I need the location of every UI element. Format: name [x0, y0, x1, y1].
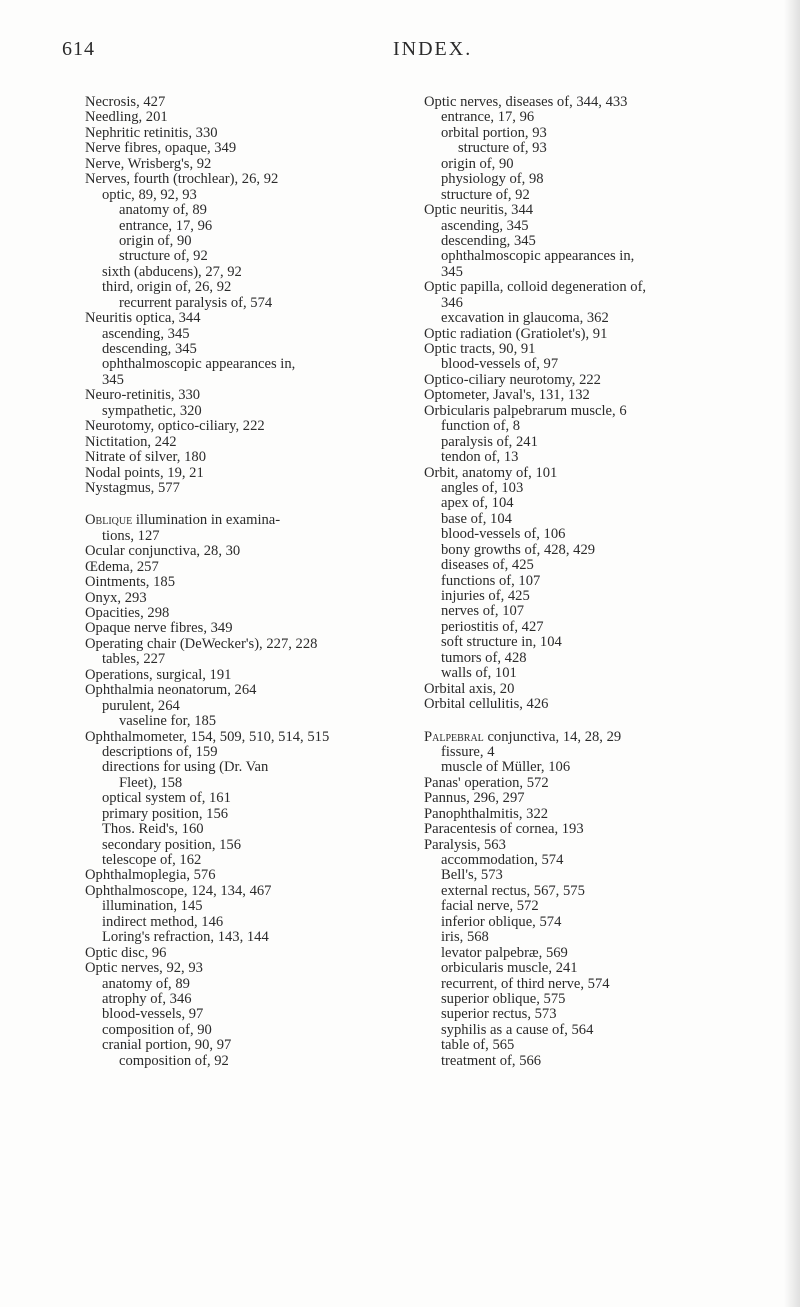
index-entry: Operating chair (DeWecker's), 227, 228: [85, 635, 318, 652]
index-column-left: [85, 95, 415, 1069]
index-subentry: structure of, 92: [441, 186, 530, 203]
index-subentry: external rectus, 567, 575: [441, 882, 585, 899]
index-entry: [85, 513, 415, 528]
index-subentry: structure of, 93: [458, 140, 547, 157]
index-subentry: paralysis of, 241: [441, 433, 538, 450]
index-entry: Necrosis, 427: [85, 94, 166, 110]
index-entry: Ocular conjunctiva, 28, 30: [85, 543, 241, 560]
index-subentry: soft structure in, 104: [441, 634, 562, 651]
index-subentry: illumination, 145: [102, 898, 203, 915]
index-subentry: tables, 227: [102, 651, 166, 668]
index-entry: Panophthalmitis, 322: [424, 805, 549, 822]
index-entry: Optic disc, 96: [85, 944, 167, 961]
index-entry: Nystagmus, 577: [85, 479, 180, 496]
index-subentry: tions, 127: [102, 527, 160, 544]
index-entry: Ophthalmoplegia, 576: [85, 867, 216, 884]
index-entry: Onyx, 293: [85, 589, 147, 606]
index-subentry: anatomy of, 89: [102, 975, 190, 992]
index-subentry: cranial portion, 90, 97: [102, 1037, 232, 1054]
index-subentry: syphilis as a cause of, 564: [441, 1021, 594, 1038]
index-subentry: entrance, 17, 96: [119, 217, 213, 234]
index-entry: Orbital axis, 20: [424, 680, 515, 697]
index-subentry: composition of, 90: [102, 1021, 212, 1038]
index-entry: Optico-ciliary neurotomy, 222: [424, 371, 601, 388]
index-subentry: orbital portion, 93: [441, 124, 547, 141]
index-subentry: Loring's refraction, 143, 144: [102, 929, 269, 946]
index-entry: Orbicularis palpebrarum muscle, 6: [424, 402, 627, 419]
index-subentry: blood-vessels, 97: [102, 1006, 204, 1023]
index-subentry: sixth (abducens), 27, 92: [102, 263, 242, 280]
index-entry: Paracentesis of cornea, 193: [424, 821, 584, 838]
index-entry: Œdema, 257: [85, 558, 159, 575]
index-subentry: sympathetic, 320: [102, 402, 202, 419]
index-subentry: angles of, 103: [441, 479, 524, 496]
index-entry: [424, 730, 772, 745]
index-subentry: tumors of, 428: [441, 649, 527, 666]
index-subentry: secondary position, 156: [102, 836, 242, 853]
index-subentry: vaseline for, 185: [119, 713, 217, 730]
index-subentry: recurrent paralysis of, 574: [119, 294, 273, 311]
index-subentry: 346: [441, 294, 463, 311]
index-entry: Opacities, 298: [85, 605, 170, 621]
index-subentry: Thos. Reid's, 160: [102, 821, 204, 838]
index-subentry: blood-vessels of, 106: [441, 526, 566, 543]
index-subentry: ophthalmoscopic appearances in,: [102, 356, 296, 373]
index-subentry: recurrent, of third nerve, 574: [441, 975, 610, 992]
index-entry: Nerves, fourth (trochlear), 26, 92: [85, 171, 279, 188]
index-entry: Opaque nerve fibres, 349: [85, 620, 233, 637]
index-subentry: origin of, 90: [441, 155, 514, 172]
entry-rest: conjunctiva, 14, 28, 29: [483, 728, 622, 745]
index-subentry: function of, 8: [441, 418, 521, 435]
index-entry: Optic radiation (Gratiolet's), 91: [424, 325, 608, 342]
index-subentry: periostitis of, 427: [441, 618, 544, 635]
index-entry: Orbit, anatomy of, 101: [424, 464, 558, 481]
index-entry: Ophthalmoscope, 124, 134, 467: [85, 882, 272, 899]
index-entry: Ophthalmometer, 154, 509, 510, 514, 515: [85, 728, 330, 745]
index-subentry: entrance, 17, 96: [441, 109, 535, 126]
page-title: INDEX.: [393, 38, 473, 60]
index-subentry: ascending, 345: [102, 325, 190, 342]
index-subentry: anatomy of, 89: [119, 202, 207, 219]
index-subentry: atrophy of, 346: [102, 990, 192, 1007]
index-subentry: base of, 104: [441, 510, 512, 527]
index-subentry: ascending, 345: [441, 217, 529, 234]
index-subentry: purulent, 264: [102, 697, 180, 714]
index-subentry: diseases of, 425: [441, 557, 534, 574]
index-subentry: blood-vessels of, 97: [441, 356, 559, 373]
index-subentry: iris, 568: [441, 929, 489, 946]
page-number: 614: [62, 38, 95, 60]
index-entry: Optic nerves, 92, 93: [85, 960, 203, 977]
index-subentry: optic, 89, 92, 93: [102, 186, 197, 203]
index-entry: Optometer, Javal's, 131, 132: [424, 387, 590, 404]
index-entry: Nephritic retinitis, 330: [85, 124, 218, 141]
index-subentry: structure of, 92: [119, 248, 208, 265]
index-entry: Neurotomy, optico-ciliary, 222: [85, 418, 265, 435]
running-head: [0, 38, 800, 68]
index-subentry: accommodation, 574: [441, 852, 564, 868]
section-gap: [424, 713, 772, 730]
index-subentry: optical system of, 161: [102, 790, 231, 807]
section-gap: [85, 496, 415, 513]
index-subentry: facial nerve, 572: [441, 898, 539, 915]
section-lead-word: Oblique: [85, 512, 133, 529]
index-subentry: telescope of, 162: [102, 852, 202, 868]
index-entry: Optic papilla, colloid degeneration of,: [424, 279, 647, 296]
index-entry: Needling, 201: [85, 109, 168, 126]
index-subentry: descending, 345: [102, 341, 197, 357]
index-subentry: indirect method, 146: [102, 913, 224, 930]
index-entry: Neuro-retinitis, 330: [85, 387, 201, 404]
index-entry: Pannus, 296, 297: [424, 790, 525, 807]
index-subentry: inferior oblique, 574: [441, 913, 562, 930]
section-lead-word: Palpebral: [424, 728, 484, 745]
index-subentry: bony growths of, 428, 429: [441, 541, 596, 558]
index-entry: Nerve, Wrisberg's, 92: [85, 155, 212, 172]
index-subentry: origin of, 90: [119, 232, 192, 249]
index-column-right: [424, 95, 772, 1069]
index-entry: Optic nerves, diseases of, 344, 433: [424, 94, 628, 110]
index-entry: Ophthalmia neonatorum, 264: [85, 682, 257, 699]
index-subentry: walls of, 101: [441, 665, 517, 682]
index-subentry: 345: [102, 371, 124, 388]
index-subentry: superior rectus, 573: [441, 1006, 557, 1023]
index-subentry: Bell's, 573: [441, 867, 503, 884]
index-subentry: orbicularis muscle, 241: [441, 960, 578, 977]
index-subentry: directions for using (Dr. Van: [102, 759, 269, 776]
index-subentry: fissure, 4: [441, 743, 495, 760]
index-subentry: Fleet), 158: [119, 774, 183, 791]
index-entry: Neuritis optica, 344: [85, 310, 201, 327]
index-subentry: table of, 565: [441, 1037, 515, 1054]
index-subentry: levator palpebræ, 569: [441, 944, 568, 961]
index-subentry: primary position, 156: [102, 805, 229, 822]
index-subentry: composition of, 92: [119, 1052, 229, 1069]
index-subentry: descriptions of, 159: [102, 743, 218, 760]
index-entry: Panas' operation, 572: [424, 774, 549, 791]
index-subentry: injuries of, 425: [441, 588, 530, 604]
index-subentry: excavation in glaucoma, 362: [441, 310, 609, 327]
index-entry: Paralysis, 563: [424, 836, 506, 853]
index-entry: Nitrate of silver, 180: [85, 449, 206, 466]
index-subentry: treatment of, 566: [441, 1052, 542, 1069]
index-subentry: third, origin of, 26, 92: [102, 279, 232, 296]
index-subentry: apex of, 104: [441, 495, 514, 512]
index-subentry: superior oblique, 575: [441, 990, 566, 1007]
index-subentry: muscle of Müller, 106: [441, 759, 571, 776]
index-subentry: tendon of, 13: [441, 449, 519, 466]
index-entry: Optic tracts, 90, 91: [424, 341, 536, 357]
index-entry: Nodal points, 19, 21: [85, 464, 204, 481]
index-subentry: functions of, 107: [441, 572, 541, 589]
index-entry: Optic neuritis, 344: [424, 202, 534, 219]
index-subentry: 345: [441, 263, 463, 280]
index-entry: Orbital cellulitis, 426: [424, 696, 549, 713]
page-edge-shadow: [784, 0, 800, 1307]
index-entry: Nictitation, 242: [85, 433, 177, 450]
index-subentry: physiology of, 98: [441, 171, 544, 188]
index-subentry: nerves of, 107: [441, 603, 525, 620]
index-entry: Ointments, 185: [85, 574, 175, 591]
index-entry: Nerve fibres, opaque, 349: [85, 140, 237, 157]
index-subentry: ophthalmoscopic appearances in,: [441, 248, 635, 265]
index-entry: Operations, surgical, 191: [85, 666, 232, 683]
index-subentry: descending, 345: [441, 232, 536, 249]
entry-rest: illumination in examina-: [132, 512, 281, 529]
